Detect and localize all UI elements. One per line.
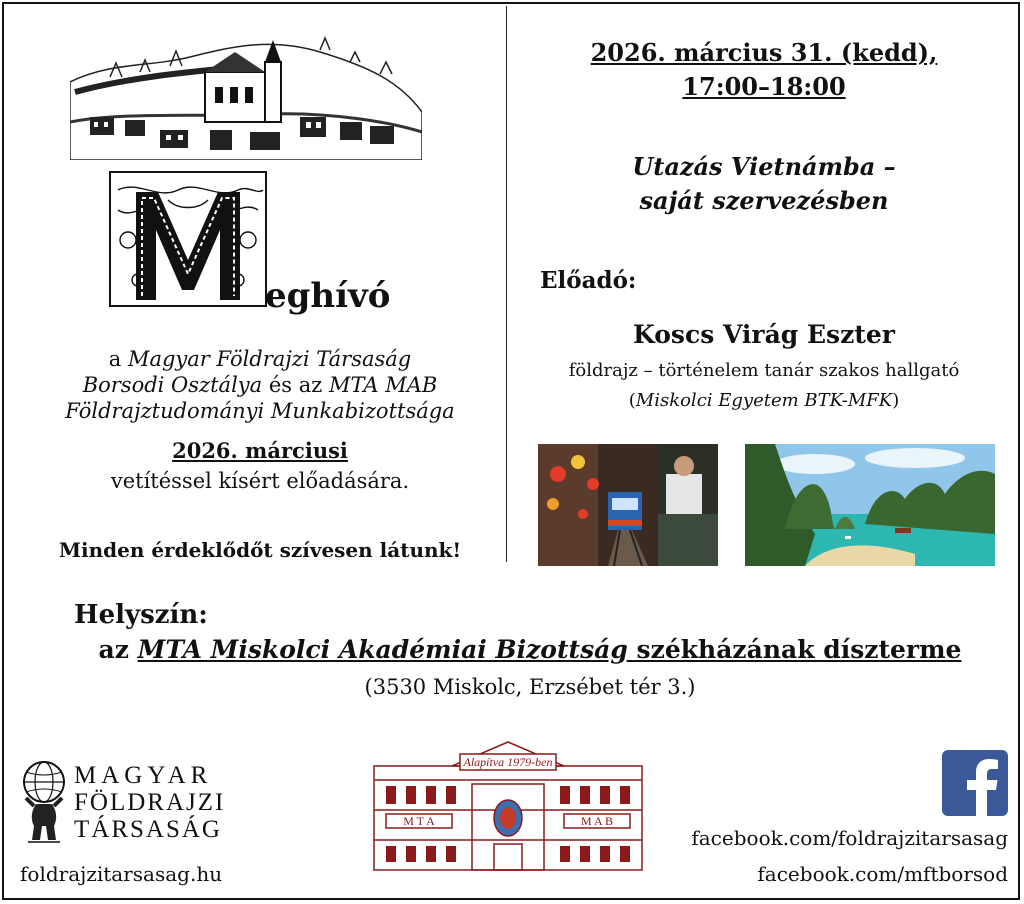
ornamental-letter-m	[108, 170, 268, 308]
topic-line-1: Utazás Vietnámba –	[632, 152, 896, 181]
mft-name-line-1: MAGYAR	[74, 762, 213, 789]
topic-line-2: saját szervezésben	[639, 186, 889, 215]
column-divider	[506, 6, 507, 562]
intro-line-5: vetítéssel kísért előadására.	[110, 469, 410, 493]
village-engraving	[70, 22, 422, 160]
mab-building-logo	[372, 740, 644, 872]
welcome-text: Minden érdeklődőt szívesen látunk!	[58, 538, 462, 562]
intro-month: 2026. márciusi	[172, 438, 348, 463]
train-street-photo	[538, 444, 718, 566]
intro-line-3: Földrajztudományi Munkabizottsága	[65, 399, 455, 423]
presenter-label: Előadó:	[540, 267, 637, 294]
facebook-icon[interactable]	[942, 750, 1008, 816]
presenter-name: Koscs Virág Eszter	[633, 320, 895, 349]
venue-name: az MTA Miskolci Akadémiai Bizottság székházának díszterme	[98, 635, 962, 664]
atlas-globe-logo	[18, 760, 70, 848]
facebook-link-foldrajzitarsasag[interactable]: facebook.com/foldrajzitarsasag	[691, 826, 1008, 850]
mab-banner-text: Alapítva 1979-ben	[463, 755, 553, 769]
mft-name-line-2: FÖLDRAJZI	[74, 789, 226, 816]
intro-line-2: Borsodi Osztálya és az MTA MAB	[82, 373, 438, 397]
mft-name-line-3: TÁRSASÁG	[74, 816, 222, 843]
presenter-role: földrajz – történelem tanár szakos hallgató	[568, 360, 960, 381]
event-date: 2026. március 31. (kedd),	[590, 38, 938, 67]
event-time: 17:00–18:00	[682, 72, 846, 101]
mab-left-text: M T A	[403, 814, 435, 828]
invitation-title: eghívó	[265, 276, 391, 316]
venue-address: (3530 Miskolc, Erzsébet tér 3.)	[364, 675, 696, 699]
presenter-institution: (Miskolci Egyetem BTK-MFK)	[628, 390, 900, 411]
venue-label: Helyszín:	[74, 600, 208, 630]
facebook-link-mftborsod[interactable]: facebook.com/mftborsod	[757, 862, 1008, 886]
intro-line-1: a Magyar Földrajzi Társaság	[108, 347, 412, 371]
mft-website-link[interactable]: foldrajzitarsasag.hu	[20, 862, 223, 886]
mab-right-text: M A B	[580, 814, 614, 828]
halong-bay-photo	[745, 444, 995, 566]
